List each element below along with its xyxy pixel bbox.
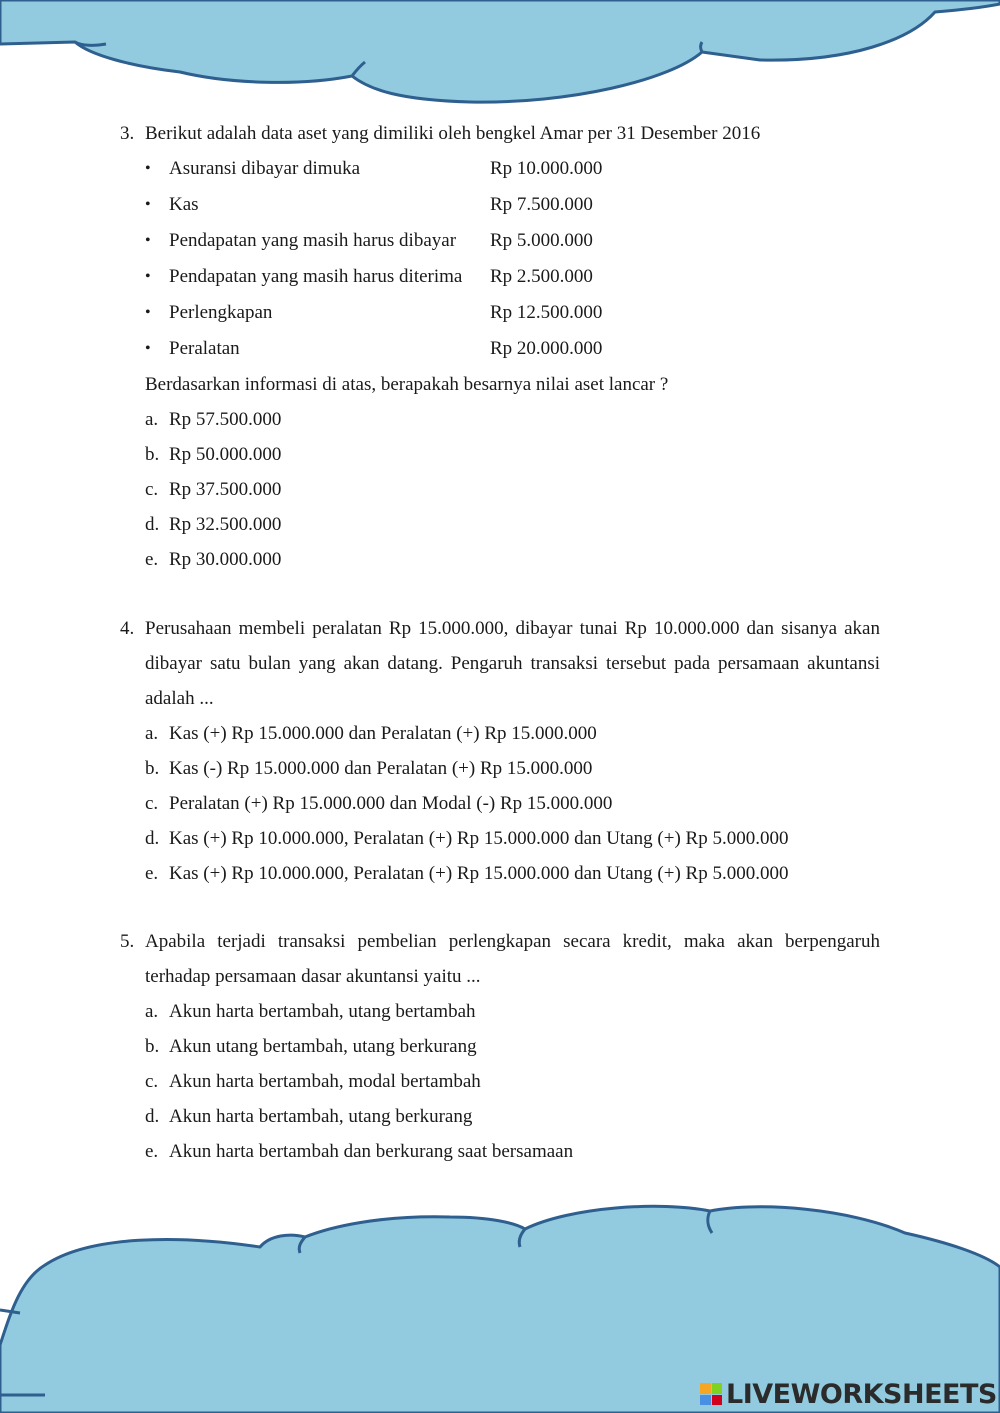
top-cloud-decoration xyxy=(0,0,1000,120)
list-item xyxy=(145,187,880,223)
liveworksheets-logo[interactable] xyxy=(700,1378,997,1410)
bullet-icon: • xyxy=(145,196,151,213)
option-text: Akun harta bertambah, modal bertambah xyxy=(169,1071,481,1092)
answer-option-c[interactable] xyxy=(145,1064,880,1099)
answer-option-e[interactable] xyxy=(145,542,880,577)
question-4 xyxy=(120,611,880,891)
answer-option-a[interactable] xyxy=(145,716,880,751)
list-item xyxy=(145,295,880,331)
option-text: Kas (+) Rp 10.000.000, Peralatan (+) Rp 15.000.000 dan Utang (+) Rp 5.000.000 xyxy=(169,863,789,884)
answer-option-e[interactable] xyxy=(145,856,880,891)
option-letter: a. xyxy=(145,723,159,744)
option-text: Akun harta bertambah, utang berkurang xyxy=(169,1106,473,1127)
asset-amount: Rp 20.000.000 xyxy=(490,338,603,359)
option-text: Akun harta bertambah, utang bertambah xyxy=(169,1001,476,1022)
option-text: Peralatan (+) Rp 15.000.000 dan Modal (-) Rp 15.000.000 xyxy=(169,793,613,814)
question-number: 4. xyxy=(120,618,135,639)
question-5 xyxy=(120,924,880,1169)
question-stem: Berikut adalah data aset yang dimiliki oleh bengkel Amar per 31 Desember 2016 xyxy=(145,123,761,144)
question-prompt: Berdasarkan informasi di atas, berapakah besarnya nilai aset lancar ? xyxy=(145,374,669,395)
question-stem: Apabila terjadi transaksi pembelian perlengkapan secara kredit, maka akan berpengaruh terhadap persamaan dasar akuntansi yaitu ... xyxy=(145,931,880,987)
question-number: 5. xyxy=(120,931,135,952)
option-letter: a. xyxy=(145,1001,159,1022)
option-text: Rp 50.000.000 xyxy=(169,444,282,465)
asset-amount: Rp 5.000.000 xyxy=(490,230,593,251)
asset-name: Kas xyxy=(169,194,199,215)
answer-option-b[interactable] xyxy=(145,751,880,786)
answer-options xyxy=(145,716,880,891)
answer-option-d[interactable] xyxy=(145,1099,880,1134)
answer-option-b[interactable] xyxy=(145,437,880,472)
asset-name: Asuransi dibayar dimuka xyxy=(169,158,361,179)
option-letter: c. xyxy=(145,793,159,814)
option-text: Rp 57.500.000 xyxy=(169,409,282,430)
asset-name: Pendapatan yang masih harus dibayar xyxy=(169,230,457,251)
bullet-icon: • xyxy=(145,232,151,249)
answer-option-d[interactable] xyxy=(145,507,880,542)
option-letter: d. xyxy=(145,828,160,849)
answer-option-e[interactable] xyxy=(145,1134,880,1169)
list-item xyxy=(145,223,880,259)
option-letter: a. xyxy=(145,409,159,430)
option-letter: e. xyxy=(145,549,159,570)
list-item xyxy=(145,151,880,187)
asset-amount: Rp 10.000.000 xyxy=(490,158,603,179)
option-text: Akun harta bertambah dan berkurang saat bersamaan xyxy=(169,1141,574,1162)
asset-amount: Rp 12.500.000 xyxy=(490,302,603,323)
list-item xyxy=(145,331,880,367)
option-text: Rp 30.000.000 xyxy=(169,549,282,570)
brand-name: LIVEWORKSHEETS xyxy=(726,1378,997,1410)
bullet-icon: • xyxy=(145,268,151,285)
answer-options xyxy=(145,994,880,1169)
answer-option-a[interactable] xyxy=(145,402,880,437)
asset-list xyxy=(145,151,880,367)
option-letter: d. xyxy=(145,514,160,535)
option-text: Kas (+) Rp 15.000.000 dan Peralatan (+) Rp 15.000.000 xyxy=(169,723,597,744)
option-text: Kas (-) Rp 15.000.000 dan Peralatan (+) Rp 15.000.000 xyxy=(169,758,593,779)
option-letter: e. xyxy=(145,863,159,884)
liveworksheets-logo-icon xyxy=(700,1383,722,1405)
bullet-icon: • xyxy=(145,160,151,177)
asset-amount: Rp 7.500.000 xyxy=(490,194,593,215)
bullet-icon: • xyxy=(145,340,151,357)
option-letter: d. xyxy=(145,1106,160,1127)
option-text: Rp 32.500.000 xyxy=(169,514,282,535)
question-number: 3. xyxy=(120,123,135,144)
answer-options xyxy=(145,402,880,577)
asset-amount: Rp 2.500.000 xyxy=(490,266,593,287)
option-letter: b. xyxy=(145,758,160,779)
answer-option-c[interactable] xyxy=(145,472,880,507)
bullet-icon: • xyxy=(145,304,151,321)
asset-name: Perlengkapan xyxy=(169,302,273,323)
answer-option-d[interactable] xyxy=(145,821,880,856)
option-letter: e. xyxy=(145,1141,159,1162)
question-stem: Perusahaan membeli peralatan Rp 15.000.000, dibayar tunai Rp 10.000.000 dan sisanya akan dibayar satu bulan yang akan datang. Pengaruh transaksi tersebut pada persamaan akuntansi adalah ... xyxy=(145,618,880,709)
question-3 xyxy=(120,116,880,577)
option-letter: c. xyxy=(145,479,159,500)
answer-option-b[interactable] xyxy=(145,1029,880,1064)
option-letter: b. xyxy=(145,444,160,465)
option-text: Rp 37.500.000 xyxy=(169,479,282,500)
option-letter: b. xyxy=(145,1036,160,1057)
option-letter: c. xyxy=(145,1071,159,1092)
answer-option-a[interactable] xyxy=(145,994,880,1029)
asset-name: Peralatan xyxy=(169,338,240,359)
answer-option-c[interactable] xyxy=(145,786,880,821)
option-text: Akun utang bertambah, utang berkurang xyxy=(169,1036,477,1057)
option-text: Kas (+) Rp 10.000.000, Peralatan (+) Rp 15.000.000 dan Utang (+) Rp 5.000.000 xyxy=(169,828,789,849)
list-item xyxy=(145,259,880,295)
asset-name: Pendapatan yang masih harus diterima xyxy=(169,266,463,287)
